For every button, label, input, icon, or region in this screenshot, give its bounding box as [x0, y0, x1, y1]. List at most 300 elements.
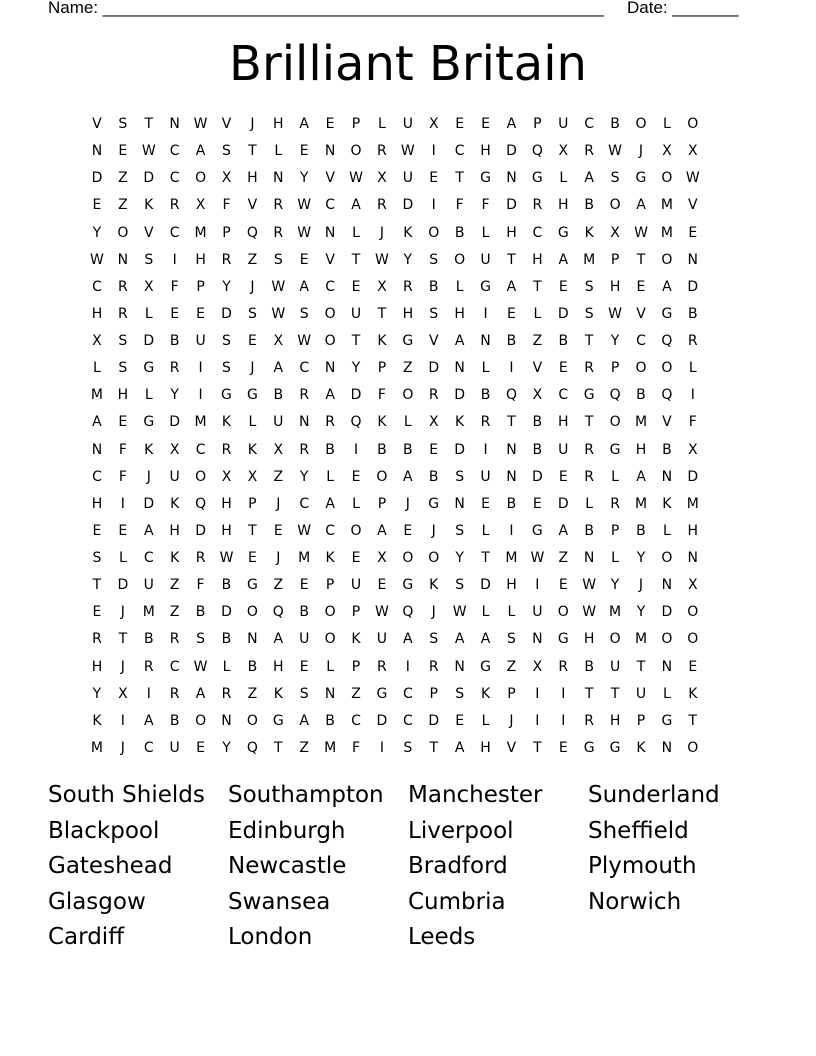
grid-letter[interactable]: X	[532, 658, 543, 675]
grid-letter[interactable]: A	[143, 522, 154, 539]
grid-letter[interactable]: B	[636, 387, 646, 404]
grid-letter[interactable]: W	[375, 251, 389, 268]
grid-letter[interactable]: C	[558, 387, 569, 404]
grid-letter[interactable]: T	[248, 522, 257, 539]
grid-letter[interactable]: P	[507, 685, 516, 702]
grid-letter[interactable]: N	[169, 116, 180, 132]
grid-letter[interactable]: A	[454, 631, 465, 648]
grid-letter[interactable]: W	[297, 333, 312, 349]
grid-letter[interactable]: Z	[118, 170, 128, 187]
grid-letter[interactable]: X	[428, 414, 439, 431]
grid-letter[interactable]: N	[661, 658, 673, 675]
grid-letter[interactable]: W	[271, 305, 286, 322]
grid-letter[interactable]: R	[558, 658, 569, 675]
grid-letter[interactable]: E	[558, 577, 568, 594]
grid-letter[interactable]: O	[350, 522, 362, 539]
grid-letter[interactable]: I	[561, 712, 566, 729]
grid-letter[interactable]: O	[687, 739, 699, 756]
grid-letter[interactable]: O	[557, 604, 569, 621]
grid-letter[interactable]: X	[428, 116, 439, 132]
grid-letter[interactable]: G	[480, 658, 491, 675]
grid-letter[interactable]: O	[609, 631, 621, 648]
grid-letter[interactable]: S	[222, 143, 231, 160]
grid-letter[interactable]: I	[146, 685, 151, 702]
grid-letter[interactable]: H	[247, 170, 258, 187]
grid-letter[interactable]: T	[351, 251, 361, 268]
grid-letter[interactable]: V	[662, 414, 672, 431]
grid-letter[interactable]: Q	[246, 224, 258, 241]
grid-letter[interactable]: P	[533, 116, 542, 132]
grid-letter[interactable]: L	[455, 278, 464, 295]
grid-letter[interactable]: R	[584, 441, 595, 458]
grid-letter[interactable]: X	[558, 143, 569, 160]
grid-letter[interactable]: P	[429, 685, 438, 702]
grid-letter[interactable]: B	[506, 495, 517, 512]
grid-letter[interactable]: E	[196, 305, 205, 322]
grid-letter[interactable]: N	[91, 441, 103, 458]
grid-letter[interactable]: L	[118, 550, 127, 566]
grid-letter[interactable]: D	[402, 197, 414, 214]
grid-letter[interactable]: W	[375, 604, 389, 621]
grid-letter[interactable]: C	[636, 333, 646, 349]
grid-letter[interactable]: R	[195, 550, 206, 566]
grid-letter[interactable]: J	[509, 712, 514, 729]
grid-letter[interactable]: C	[169, 658, 180, 675]
grid-letter[interactable]: J	[379, 224, 384, 241]
grid-letter[interactable]: L	[326, 468, 335, 485]
grid-letter[interactable]: H	[506, 577, 517, 594]
grid-letter[interactable]: S	[247, 305, 257, 322]
grid-letter[interactable]: N	[687, 550, 699, 566]
grid-letter[interactable]: G	[480, 278, 491, 295]
grid-letter[interactable]: Y	[351, 360, 361, 377]
grid-letter[interactable]: Z	[273, 577, 284, 594]
grid-letter[interactable]: Y	[610, 577, 620, 594]
grid-letter[interactable]: Y	[636, 550, 646, 566]
grid-letter[interactable]: N	[221, 712, 232, 729]
grid-letter[interactable]: N	[506, 468, 517, 485]
grid-letter[interactable]: N	[506, 441, 517, 458]
grid-letter[interactable]: L	[93, 360, 101, 377]
grid-letter[interactable]: B	[506, 333, 517, 349]
grid-letter[interactable]: W	[219, 550, 234, 566]
grid-letter[interactable]: V	[143, 224, 154, 241]
grid-letter[interactable]: A	[377, 522, 387, 539]
grid-letter[interactable]: S	[299, 305, 309, 322]
grid-letter[interactable]: Q	[531, 143, 543, 160]
grid-letter[interactable]: K	[221, 414, 232, 431]
grid-letter[interactable]: O	[428, 550, 440, 566]
grid-letter[interactable]: C	[584, 116, 595, 132]
grid-letter[interactable]: E	[507, 305, 516, 322]
grid-letter[interactable]: W	[400, 143, 415, 160]
grid-letter[interactable]: S	[429, 305, 439, 322]
grid-letter[interactable]: T	[429, 739, 439, 756]
grid-letter[interactable]: W	[297, 197, 312, 214]
grid-letter[interactable]: L	[662, 522, 671, 539]
grid-letter[interactable]: R	[377, 197, 387, 214]
grid-letter[interactable]: S	[455, 577, 465, 594]
grid-letter[interactable]: H	[558, 414, 569, 431]
grid-letter[interactable]: V	[325, 170, 335, 187]
grid-letter[interactable]: T	[584, 333, 594, 349]
grid-letter[interactable]: X	[143, 278, 154, 295]
grid-letter[interactable]: B	[221, 631, 232, 648]
grid-letter[interactable]: E	[118, 143, 128, 160]
grid-letter[interactable]: R	[169, 360, 180, 377]
grid-letter[interactable]: U	[299, 631, 310, 648]
grid-letter[interactable]: R	[117, 278, 128, 295]
grid-letter[interactable]: S	[429, 631, 439, 648]
grid-letter[interactable]: U	[376, 631, 388, 648]
grid-letter[interactable]: U	[350, 305, 362, 322]
grid-letter[interactable]: Z	[118, 197, 128, 214]
grid-letter[interactable]: U	[169, 739, 180, 756]
grid-letter[interactable]: L	[352, 495, 360, 512]
grid-letter[interactable]: U	[635, 685, 647, 702]
grid-letter[interactable]: V	[636, 305, 646, 322]
grid-letter[interactable]: Q	[272, 604, 284, 621]
grid-letter[interactable]: J	[250, 278, 255, 295]
grid-letter[interactable]: N	[532, 631, 543, 648]
grid-letter[interactable]: V	[221, 116, 232, 132]
grid-letter[interactable]: N	[324, 143, 336, 160]
grid-letter[interactable]: N	[661, 577, 673, 594]
grid-letter[interactable]: E	[377, 577, 387, 594]
grid-letter[interactable]: U	[402, 170, 413, 187]
grid-letter[interactable]: I	[198, 387, 203, 404]
grid-letter[interactable]: I	[483, 441, 488, 458]
grid-letter[interactable]: C	[325, 197, 335, 214]
grid-letter[interactable]: Q	[505, 387, 517, 404]
grid-letter[interactable]: O	[195, 468, 207, 485]
grid-letter[interactable]: K	[584, 224, 594, 241]
grid-letter[interactable]: B	[169, 712, 180, 729]
grid-letter[interactable]: M	[660, 197, 673, 214]
grid-letter[interactable]: X	[118, 685, 128, 702]
grid-letter[interactable]: N	[506, 170, 517, 187]
grid-letter[interactable]: T	[533, 739, 542, 756]
grid-letter[interactable]: T	[455, 170, 464, 187]
grid-letter[interactable]: B	[662, 441, 672, 458]
grid-letter[interactable]: S	[584, 305, 594, 322]
grid-letter[interactable]: V	[688, 197, 698, 214]
grid-letter[interactable]: T	[248, 143, 257, 160]
grid-letter[interactable]: S	[273, 251, 283, 268]
grid-letter[interactable]: X	[688, 577, 698, 594]
grid-letter[interactable]: X	[221, 468, 232, 485]
grid-letter[interactable]: R	[221, 251, 232, 268]
grid-letter[interactable]: G	[143, 360, 155, 377]
grid-letter[interactable]: E	[481, 495, 490, 512]
grid-letter[interactable]: C	[402, 685, 413, 702]
grid-letter[interactable]: X	[662, 143, 672, 160]
grid-letter[interactable]: A	[299, 712, 309, 729]
grid-letter[interactable]: D	[143, 170, 155, 187]
grid-letter[interactable]: G	[246, 577, 258, 594]
grid-letter[interactable]: S	[222, 360, 231, 377]
grid-letter[interactable]: C	[299, 495, 310, 512]
grid-letter[interactable]: S	[118, 116, 128, 132]
grid-letter[interactable]: K	[325, 550, 335, 566]
grid-letter[interactable]: B	[221, 577, 232, 594]
grid-letter[interactable]: O	[195, 712, 207, 729]
grid-letter[interactable]: C	[299, 360, 310, 377]
grid-letter[interactable]: C	[169, 143, 180, 160]
grid-letter[interactable]: W	[271, 278, 286, 295]
grid-letter[interactable]: P	[325, 577, 335, 594]
grid-letter[interactable]: Y	[222, 739, 231, 756]
grid-letter[interactable]: J	[405, 495, 410, 512]
grid-letter[interactable]: L	[688, 360, 697, 377]
grid-letter[interactable]: K	[429, 577, 439, 594]
grid-letter[interactable]: M	[634, 495, 648, 512]
grid-letter[interactable]: X	[195, 197, 206, 214]
grid-letter[interactable]: A	[662, 278, 672, 295]
grid-letter[interactable]: U	[532, 604, 543, 621]
grid-letter[interactable]: S	[222, 333, 231, 349]
grid-letter[interactable]: E	[558, 739, 568, 756]
grid-letter[interactable]: Y	[610, 333, 620, 349]
grid-letter[interactable]: P	[610, 522, 620, 539]
grid-letter[interactable]: L	[144, 387, 153, 404]
grid-letter[interactable]: T	[533, 278, 542, 295]
grid-letter[interactable]: W	[582, 577, 597, 594]
grid-letter[interactable]: J	[276, 550, 281, 566]
grid-letter[interactable]: N	[324, 685, 336, 702]
grid-letter[interactable]: S	[118, 333, 128, 349]
grid-letter[interactable]: S	[144, 251, 154, 268]
grid-letter[interactable]: L	[481, 224, 490, 241]
grid-letter[interactable]: A	[195, 685, 206, 702]
grid-letter[interactable]: H	[480, 739, 491, 756]
grid-letter[interactable]: F	[688, 414, 697, 431]
grid-letter[interactable]: R	[169, 631, 180, 648]
grid-letter[interactable]: A	[506, 278, 517, 295]
grid-letter[interactable]: T	[118, 631, 128, 648]
grid-letter[interactable]: A	[325, 495, 335, 512]
grid-letter[interactable]: T	[481, 550, 490, 566]
grid-letter[interactable]: H	[609, 712, 621, 729]
grid-letter[interactable]: G	[480, 170, 491, 187]
grid-letter[interactable]: J	[638, 143, 644, 160]
grid-letter[interactable]: A	[636, 468, 646, 485]
grid-letter[interactable]: E	[351, 278, 361, 295]
grid-letter[interactable]: J	[120, 604, 125, 621]
grid-letter[interactable]: H	[506, 224, 517, 241]
grid-letter[interactable]: I	[172, 251, 177, 268]
grid-letter[interactable]: L	[248, 414, 257, 431]
grid-letter[interactable]: P	[248, 495, 257, 512]
grid-letter[interactable]: D	[195, 522, 206, 539]
grid-letter[interactable]: D	[169, 414, 181, 431]
grid-letter[interactable]: G	[246, 387, 258, 404]
grid-letter[interactable]: Q	[350, 414, 362, 431]
grid-letter[interactable]: L	[662, 685, 671, 702]
grid-letter[interactable]: Y	[455, 550, 464, 566]
grid-letter[interactable]: X	[532, 387, 543, 404]
grid-letter[interactable]: L	[533, 305, 542, 322]
grid-letter[interactable]: E	[558, 360, 568, 377]
grid-letter[interactable]: B	[532, 414, 543, 431]
grid-letter[interactable]: R	[377, 658, 387, 675]
grid-letter[interactable]: X	[610, 224, 620, 241]
grid-letter[interactable]: L	[611, 550, 619, 566]
grid-letter[interactable]: K	[403, 224, 413, 241]
grid-letter[interactable]: Y	[299, 468, 309, 485]
grid-letter[interactable]: E	[351, 550, 361, 566]
grid-letter[interactable]: U	[402, 116, 413, 132]
grid-letter[interactable]: O	[635, 360, 647, 377]
grid-letter[interactable]: K	[480, 685, 491, 702]
grid-letter[interactable]: R	[221, 441, 232, 458]
grid-letter[interactable]: B	[273, 387, 284, 404]
grid-letter[interactable]: E	[688, 224, 698, 241]
grid-letter[interactable]: X	[273, 333, 284, 349]
grid-letter[interactable]: W	[349, 170, 363, 187]
grid-letter[interactable]: R	[92, 631, 102, 648]
grid-letter[interactable]: H	[91, 305, 103, 322]
grid-letter[interactable]: M	[142, 604, 155, 621]
grid-letter[interactable]: D	[454, 441, 466, 458]
grid-letter[interactable]: A	[143, 712, 154, 729]
grid-letter[interactable]: H	[195, 251, 206, 268]
grid-letter[interactable]: G	[661, 305, 673, 322]
grid-letter[interactable]: O	[195, 170, 207, 187]
grid-letter[interactable]: C	[454, 143, 465, 160]
grid-letter[interactable]: W	[297, 522, 312, 539]
grid-letter[interactable]: I	[431, 143, 436, 160]
grid-letter[interactable]: A	[454, 333, 465, 349]
grid-letter[interactable]: A	[325, 387, 335, 404]
grid-letter[interactable]: J	[146, 468, 151, 485]
grid-letter[interactable]: G	[143, 414, 155, 431]
grid-letter[interactable]: B	[480, 387, 491, 404]
grid-letter[interactable]: Q	[402, 604, 414, 621]
grid-letter[interactable]: H	[273, 658, 284, 675]
grid-letter[interactable]: E	[558, 468, 568, 485]
grid-letter[interactable]: B	[143, 631, 154, 648]
grid-letter[interactable]: E	[455, 712, 465, 729]
grid-letter[interactable]: G	[583, 739, 595, 756]
grid-letter[interactable]: D	[428, 360, 440, 377]
grid-letter[interactable]: O	[324, 604, 336, 621]
grid-letter[interactable]: L	[403, 414, 412, 431]
grid-letter[interactable]: E	[481, 116, 490, 132]
grid-letter[interactable]: R	[402, 278, 413, 295]
grid-letter[interactable]: O	[350, 143, 362, 160]
grid-letter[interactable]: N	[583, 550, 595, 566]
grid-letter[interactable]: L	[378, 116, 386, 132]
grid-letter[interactable]: C	[195, 441, 206, 458]
grid-letter[interactable]: X	[247, 468, 258, 485]
grid-letter[interactable]: M	[634, 414, 648, 431]
grid-letter[interactable]: E	[299, 143, 309, 160]
grid-letter[interactable]: J	[276, 495, 281, 512]
grid-letter[interactable]: I	[535, 712, 540, 729]
grid-letter[interactable]: A	[299, 116, 309, 132]
grid-letter[interactable]: M	[583, 251, 596, 268]
grid-letter[interactable]: I	[535, 685, 540, 702]
grid-letter[interactable]: Z	[273, 468, 284, 485]
grid-letter[interactable]: Z	[169, 604, 180, 621]
grid-letter[interactable]: J	[431, 522, 436, 539]
grid-letter[interactable]: T	[636, 251, 646, 268]
grid-letter[interactable]: O	[402, 550, 414, 566]
grid-letter[interactable]: I	[535, 577, 540, 594]
grid-letter[interactable]: E	[403, 522, 413, 539]
grid-letter[interactable]: C	[325, 522, 335, 539]
grid-letter[interactable]: F	[196, 577, 205, 594]
grid-letter[interactable]: X	[688, 441, 698, 458]
grid-letter[interactable]: R	[532, 197, 543, 214]
grid-letter[interactable]: X	[273, 441, 284, 458]
grid-letter[interactable]: V	[247, 197, 258, 214]
grid-letter[interactable]: C	[402, 712, 413, 729]
grid-letter[interactable]: N	[91, 143, 103, 160]
grid-letter[interactable]: E	[558, 278, 568, 295]
grid-letter[interactable]: D	[687, 468, 699, 485]
grid-letter[interactable]: L	[507, 604, 516, 621]
grid-letter[interactable]: C	[532, 224, 543, 241]
grid-letter[interactable]: R	[584, 468, 595, 485]
grid-letter[interactable]: J	[120, 739, 125, 756]
grid-letter[interactable]: G	[557, 224, 569, 241]
grid-letter[interactable]: D	[143, 495, 155, 512]
grid-letter[interactable]: Y	[636, 604, 646, 621]
grid-letter[interactable]: X	[169, 441, 180, 458]
grid-letter[interactable]: N	[454, 658, 465, 675]
grid-letter[interactable]: C	[169, 170, 180, 187]
grid-letter[interactable]: O	[402, 387, 414, 404]
grid-letter[interactable]: R	[584, 360, 595, 377]
grid-letter[interactable]: J	[250, 360, 255, 377]
grid-letter[interactable]: U	[480, 468, 491, 485]
grid-letter[interactable]: M	[686, 495, 699, 512]
grid-letter[interactable]: B	[247, 658, 258, 675]
grid-letter[interactable]: M	[609, 604, 622, 621]
grid-letter[interactable]: B	[377, 441, 387, 458]
grid-letter[interactable]: S	[507, 631, 516, 648]
grid-letter[interactable]: F	[351, 739, 361, 756]
grid-letter[interactable]: I	[120, 712, 125, 729]
grid-letter[interactable]: S	[610, 170, 620, 187]
grid-letter[interactable]: U	[480, 251, 491, 268]
grid-letter[interactable]: Z	[351, 685, 361, 702]
grid-letter[interactable]: E	[92, 604, 102, 621]
grid-letter[interactable]: X	[377, 170, 387, 187]
grid-letter[interactable]: R	[584, 712, 595, 729]
grid-letter[interactable]: N	[247, 631, 258, 648]
grid-letter[interactable]: T	[274, 739, 283, 756]
grid-letter[interactable]: E	[429, 441, 439, 458]
grid-letter[interactable]: E	[299, 577, 309, 594]
grid-letter[interactable]: I	[509, 360, 514, 377]
grid-letter[interactable]: W	[685, 170, 700, 187]
grid-letter[interactable]: S	[455, 522, 465, 539]
grid-letter[interactable]: T	[507, 251, 516, 268]
grid-letter[interactable]: A	[558, 522, 569, 539]
grid-letter[interactable]: F	[377, 387, 386, 404]
grid-letter[interactable]: I	[561, 685, 566, 702]
grid-letter[interactable]: I	[431, 197, 436, 214]
grid-letter[interactable]: D	[221, 604, 232, 621]
grid-letter[interactable]: D	[221, 305, 232, 322]
grid-letter[interactable]: Y	[222, 278, 231, 295]
grid-letter[interactable]: D	[117, 577, 129, 594]
grid-letter[interactable]: L	[481, 522, 490, 539]
grid-letter[interactable]: A	[454, 739, 465, 756]
